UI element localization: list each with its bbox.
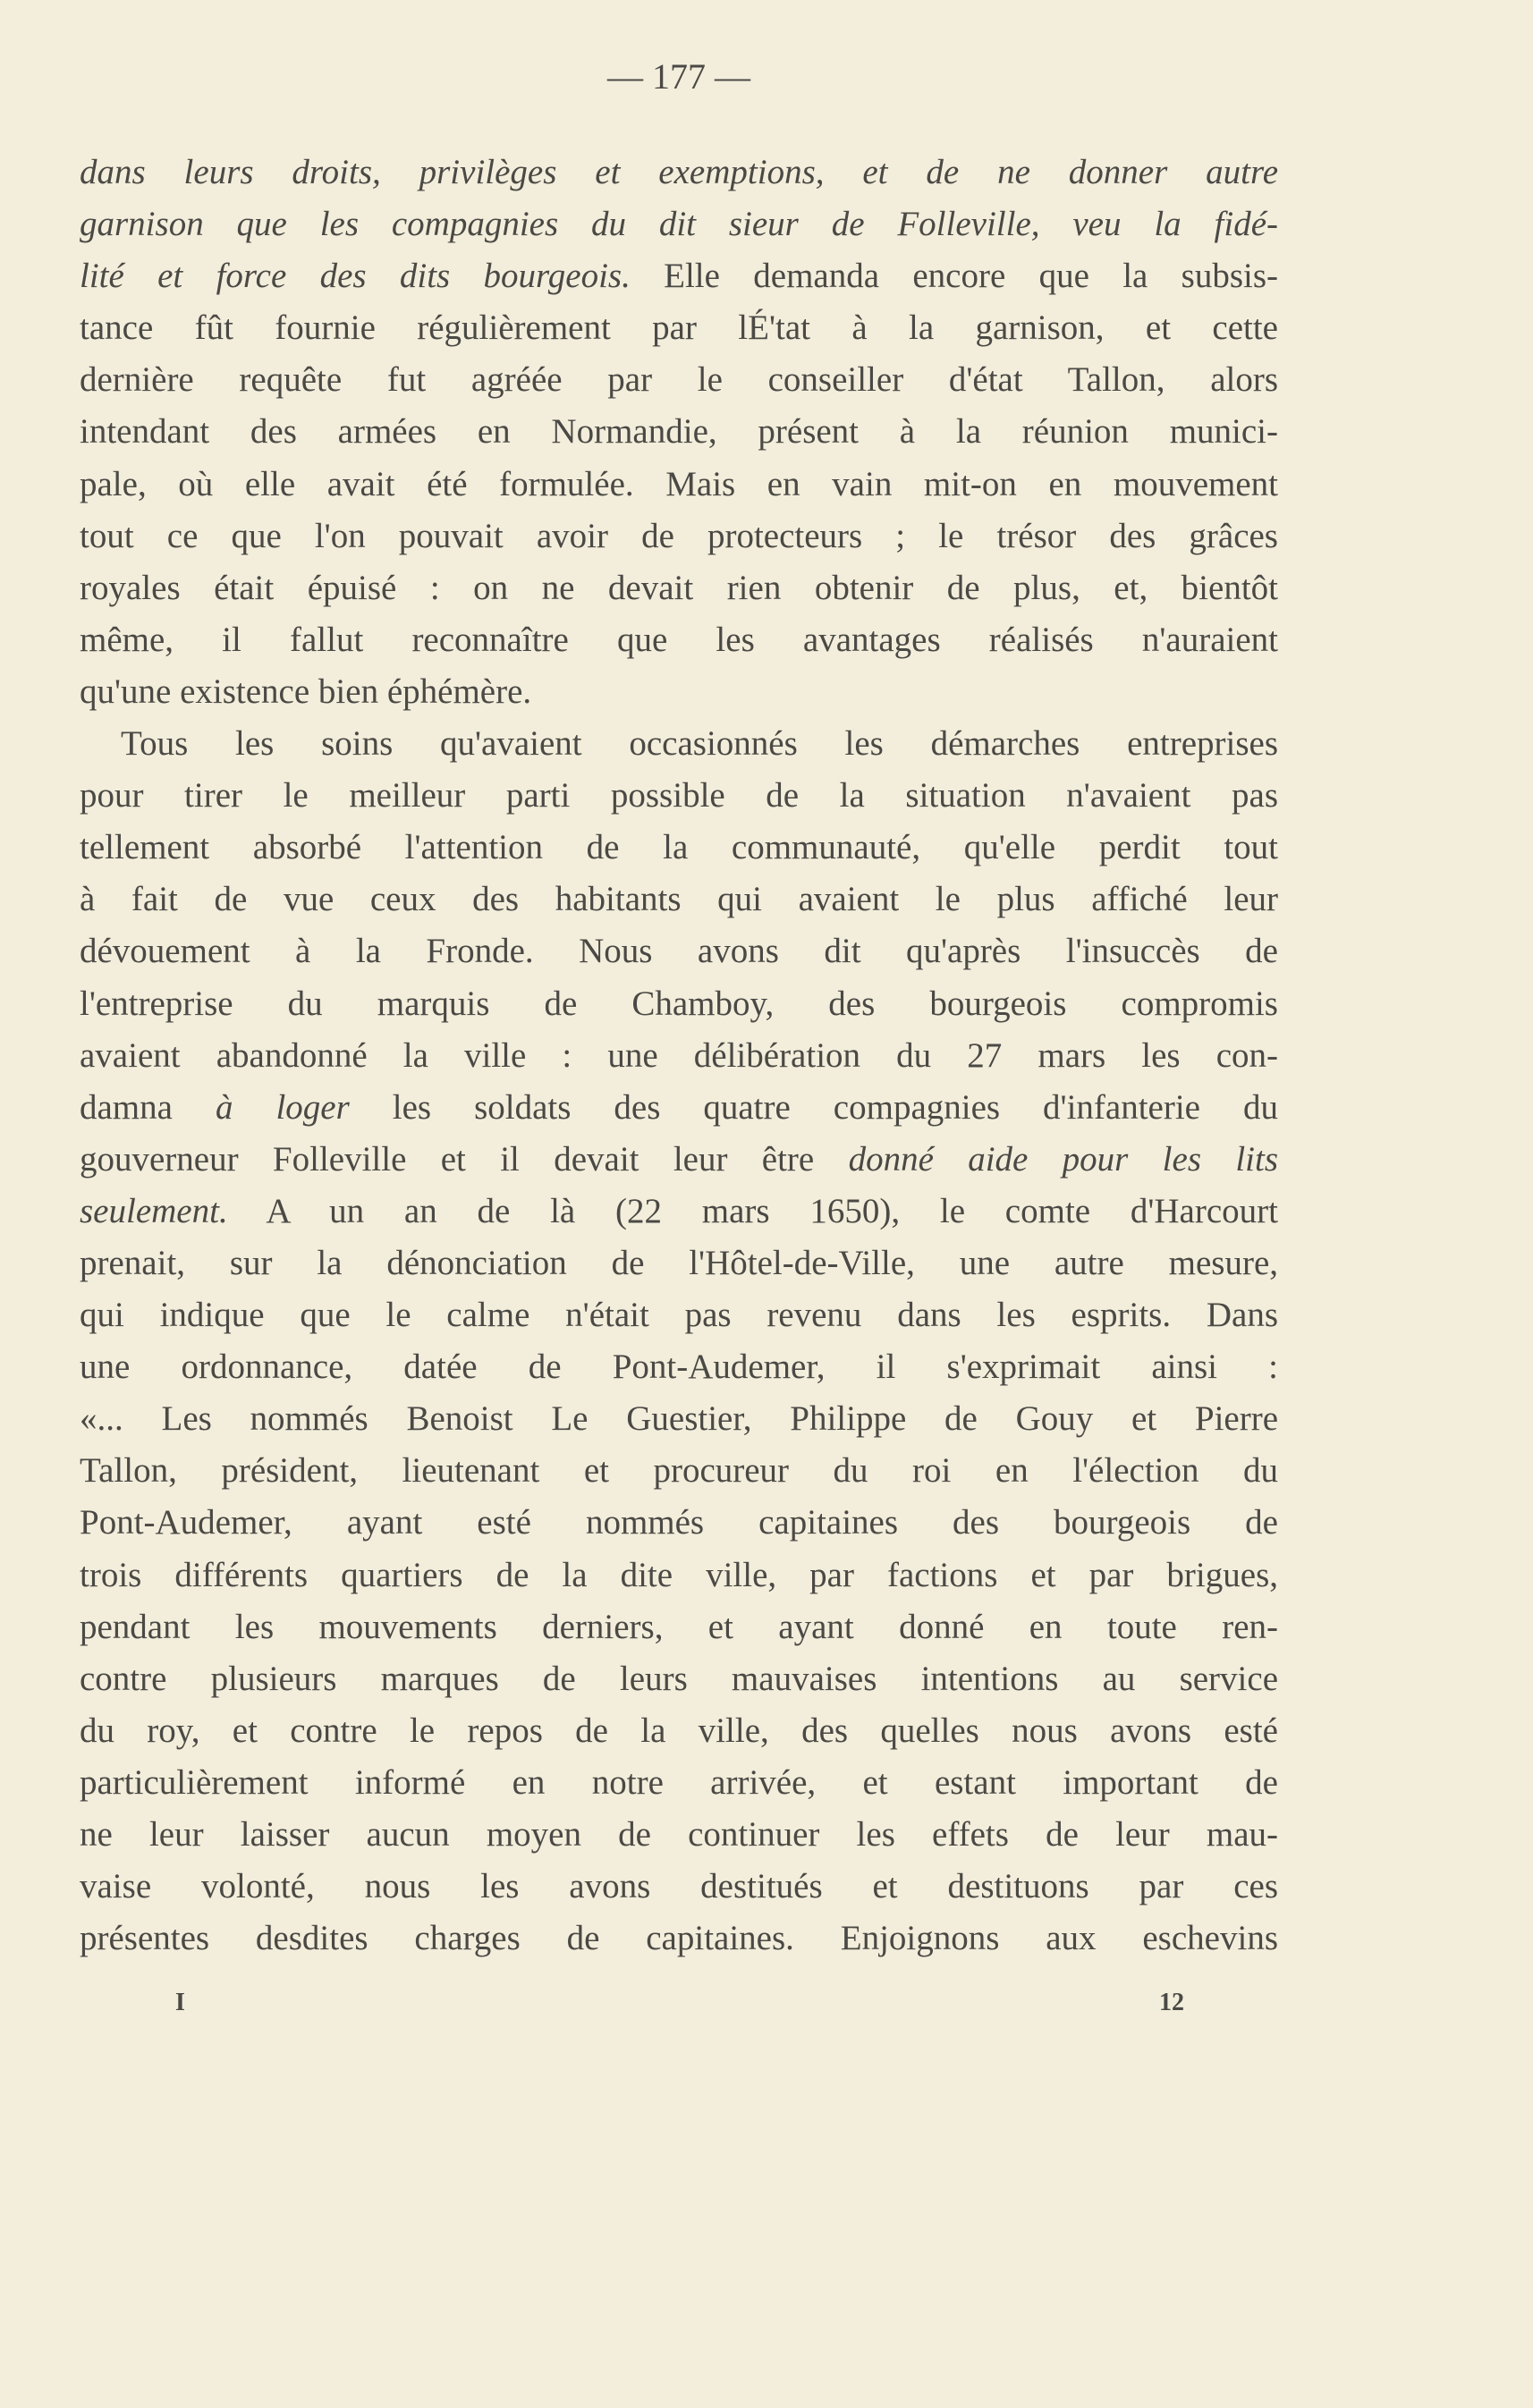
gathering-signature: 12 [1159,1989,1184,2016]
text-line [80,1705,1278,1757]
text-segment: une ordonnance, datée de Pont-Audemer, il s'exprimait ainsi : [80,1348,1278,1387]
text-line [80,874,1278,925]
text-segment: particulièrement informé en notre arrivée, et estant important de [80,1762,1278,1802]
text-segment: contre plusieurs marques de leurs mauvaises intentions au service [80,1659,1278,1698]
text-segment: tout ce que l'on pouvait avoir de protecteurs ; le trésor des grâces [80,516,1278,555]
text-line [80,406,1278,458]
text-line [80,1393,1278,1445]
text-line [80,1134,1278,1186]
text-line [80,562,1278,614]
text-segment: l'entreprise du marquis de Chamboy, des bourgeois compromis [80,984,1278,1023]
body-text [80,147,1278,1964]
text-line [80,1497,1278,1549]
text-line [80,770,1278,822]
text-segment: vaise volonté, nous les avons destitués et destituons par ces [80,1867,1278,1906]
text-line [80,1601,1278,1653]
text-line [80,250,1278,302]
text-line [80,1082,1278,1134]
text-segment: Pont-Audemer, ayant esté nommés capitaines des bourgeois de [80,1503,1278,1542]
text-segment: même, il fallut reconnaître que les avantages réalisés n'auraient [80,620,1278,659]
text-line [80,1341,1278,1393]
page-number: — 177 — [607,56,750,97]
text-line [80,1445,1278,1497]
text-segment: présentes desdites charges de capitaines. Enjoignons aux eschevins [80,1919,1278,1958]
text-line [80,147,1278,199]
text-line [80,822,1278,874]
text-segment: tellement absorbé l'attention de la communauté, qu'elle perdit tout [80,828,1278,867]
text-line [80,1186,1278,1238]
text-line [80,459,1278,511]
text-segment: qui indique que le calme n'était pas revenu dans les esprits. Dans [80,1296,1278,1335]
text-line [80,1030,1278,1082]
italic-text: dans leurs droits, privilèges et exemptions, et de ne donner autre [80,153,1278,191]
text-segment: «... Les nommés Benoist Le Guestier, Philippe de Gouy et Pierre [80,1399,1278,1439]
text-segment: pale, où elle avait été formulée. Mais en vain mit-on en mouvement [80,464,1278,503]
text-line [80,1809,1278,1861]
text-line [80,1757,1278,1809]
text-segment: du roy, et contre le repos de la ville, des quelles nous avons esté [80,1711,1278,1750]
text-segment: pendant les mouvements derniers, et ayant donné en toute ren- [80,1607,1278,1646]
text-segment: gouverneur Folleville et il devait leur être [80,1139,849,1179]
text-line [80,614,1278,666]
text-segment: trois différents quartiers de la dite ville, par factions et par brigues, [80,1555,1278,1594]
text-segment: damna [80,1087,216,1127]
text-segment: royales était épuisé : on ne devait rien obtenir de plus, et, bientôt [80,568,1278,607]
text-line [80,354,1278,406]
italic-text: à loger [215,1087,350,1127]
italic-text: garnison que les compagnies du dit sieur de Folleville, veu la fidé- [80,205,1278,244]
text-line [80,511,1278,562]
text-line [80,1913,1278,1964]
text-segment: ne leur laisser aucun moyen de continuer les effets de leur mau- [80,1815,1278,1854]
text-segment: pour tirer le meilleur parti possible de la situation n'avaient pas [80,776,1278,815]
text-segment: dévouement à la Fronde. Nous avons dit qu'après l'insuccès de [80,932,1278,971]
text-segment: Elle demanda encore que la subsis- [630,257,1278,296]
text-line [80,302,1278,354]
italic-text: seulement. [80,1191,228,1230]
text-segment: qu'une existence bien éphémère. [80,672,532,711]
text-line [80,1653,1278,1705]
text-segment: avaient abandonné la ville : une délibération du 27 mars les con- [80,1035,1278,1075]
text-segment: tance fût fournie régulièrement par lÉ'tat à la garnison, et cette [80,308,1278,348]
text-line [80,718,1278,770]
text-segment: prenait, sur la dénonciation de l'Hôtel-de-Ville, une autre mesure, [80,1243,1278,1282]
text-segment: A un an de là (22 mars 1650), le comte d'Harcourt [227,1191,1278,1230]
text-line [80,1861,1278,1913]
text-line [80,1238,1278,1289]
text-segment: les soldats des quatre compagnies d'infanterie du [349,1087,1278,1127]
text-line [80,1289,1278,1341]
italic-text: lité et force des dits bourgeois. [80,257,631,296]
text-segment: intendant des armées en Normandie, présent à la réunion munici- [80,412,1278,452]
volume-signature: I [175,1989,185,2016]
text-segment: Tallon, président, lieutenant et procureur du roi en l'élection du [80,1451,1278,1491]
text-segment: Tous les soins qu'avaient occasionnés les démarches entreprises [121,724,1278,764]
text-segment: dernière requête fut agréée par le conseiller d'état Tallon, alors [80,360,1278,400]
text-line [80,925,1278,977]
text-line [80,666,1278,718]
text-line [80,199,1278,250]
italic-text: donné aide pour les lits [848,1139,1279,1179]
text-line [80,1550,1278,1601]
text-line [80,978,1278,1030]
text-segment: à fait de vue ceux des habitants qui avaient le plus affiché leur [80,880,1278,919]
